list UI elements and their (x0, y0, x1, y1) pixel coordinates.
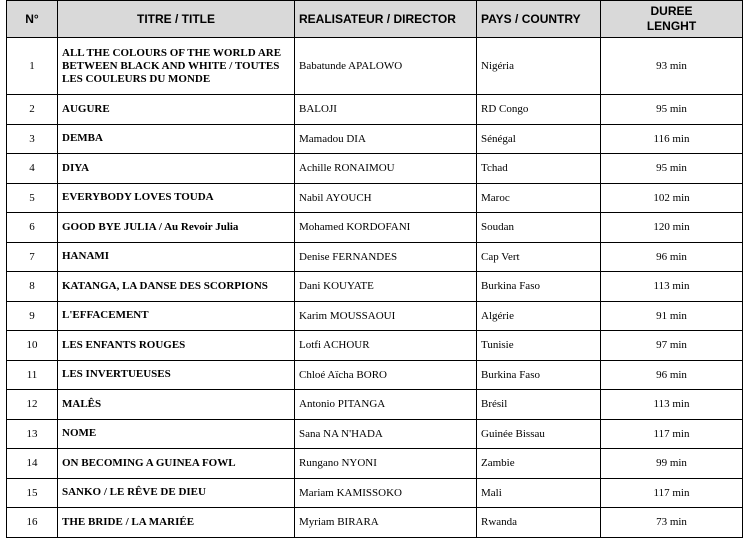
table-row (7, 213, 743, 243)
header-duration (601, 1, 743, 38)
header-duration-line2: LENGHT (646, 19, 697, 33)
row-director: Rungano NYONI (295, 449, 477, 479)
row-director: Babatunde APALOWO (295, 38, 477, 95)
row-director: Denise FERNANDES (295, 242, 477, 272)
row-director: Nabil AYOUCH (295, 183, 477, 213)
row-num: 2 (7, 95, 58, 125)
row-country: Rwanda (477, 508, 601, 538)
table-row (7, 183, 743, 213)
row-duration: 93 min (601, 38, 743, 95)
row-num: 8 (7, 272, 58, 302)
table-row (7, 38, 743, 95)
row-country: Maroc (477, 183, 601, 213)
table-body (7, 38, 743, 538)
row-title: THE BRIDE / LA MARIÉE (58, 508, 295, 538)
row-country: Zambie (477, 449, 601, 479)
table-header (7, 1, 743, 38)
row-duration: 116 min (601, 124, 743, 154)
row-num: 4 (7, 154, 58, 184)
row-duration: 95 min (601, 154, 743, 184)
header-director: REALISATEUR / DIRECTOR (295, 1, 477, 38)
row-num: 11 (7, 360, 58, 390)
row-title: HANAMI (58, 242, 295, 272)
row-duration: 102 min (601, 183, 743, 213)
row-num: 7 (7, 242, 58, 272)
row-duration: 99 min (601, 449, 743, 479)
row-num: 14 (7, 449, 58, 479)
row-director: Mamadou DIA (295, 124, 477, 154)
table-row (7, 508, 743, 538)
row-title: DIYA (58, 154, 295, 184)
row-director: Dani KOUYATE (295, 272, 477, 302)
row-num: 6 (7, 213, 58, 243)
row-director: Karim MOUSSAOUI (295, 301, 477, 331)
row-country: Tchad (477, 154, 601, 184)
table-row (7, 478, 743, 508)
row-num: 15 (7, 478, 58, 508)
row-director: Myriam BIRARA (295, 508, 477, 538)
table-row (7, 331, 743, 361)
row-country: Cap Vert (477, 242, 601, 272)
row-country: Mali (477, 478, 601, 508)
row-num: 10 (7, 331, 58, 361)
film-table (6, 0, 743, 538)
row-duration: 97 min (601, 331, 743, 361)
row-director: BALOJI (295, 95, 477, 125)
row-title: ALL THE COLOURS OF THE WORLD ARE BETWEEN BLACK AND WHITE / TOUTES LES COULEURS DU MONDE (58, 38, 295, 95)
header-duration-line1: DUREE (650, 4, 693, 18)
table-row (7, 242, 743, 272)
table-row (7, 360, 743, 390)
row-country: Burkina Faso (477, 272, 601, 302)
row-director: Mariam KAMISSOKO (295, 478, 477, 508)
row-num: 16 (7, 508, 58, 538)
row-duration: 96 min (601, 242, 743, 272)
row-title: NOME (58, 419, 295, 449)
row-num: 1 (7, 38, 58, 95)
table-row (7, 419, 743, 449)
row-title: SANKO / LE RÊVE DE DIEU (58, 478, 295, 508)
row-duration: 117 min (601, 419, 743, 449)
row-duration: 113 min (601, 390, 743, 420)
table-row (7, 154, 743, 184)
header-num: N° (7, 1, 58, 38)
row-director: Mohamed KORDOFANI (295, 213, 477, 243)
row-country: Algérie (477, 301, 601, 331)
row-director: Antonio PITANGA (295, 390, 477, 420)
row-country: Soudan (477, 213, 601, 243)
row-duration: 95 min (601, 95, 743, 125)
row-title: LES INVERTUEUSES (58, 360, 295, 390)
row-title: DEMBA (58, 124, 295, 154)
row-duration: 113 min (601, 272, 743, 302)
row-country: RD Congo (477, 95, 601, 125)
header-row (7, 1, 743, 38)
row-country: Brésil (477, 390, 601, 420)
row-duration: 73 min (601, 508, 743, 538)
header-title: TITRE / TITLE (58, 1, 295, 38)
row-num: 5 (7, 183, 58, 213)
row-num: 12 (7, 390, 58, 420)
row-title: ON BECOMING A GUINEA FOWL (58, 449, 295, 479)
row-director: Achille RONAIMOU (295, 154, 477, 184)
row-title: EVERYBODY LOVES TOUDA (58, 183, 295, 213)
table-row (7, 272, 743, 302)
row-num: 9 (7, 301, 58, 331)
row-duration: 96 min (601, 360, 743, 390)
row-title: MALÊS (58, 390, 295, 420)
row-country: Guinée Bissau (477, 419, 601, 449)
table-row (7, 124, 743, 154)
row-title: L'EFFACEMENT (58, 301, 295, 331)
table-row (7, 449, 743, 479)
row-country: Tunisie (477, 331, 601, 361)
row-director: Sana NA N'HADA (295, 419, 477, 449)
row-title: KATANGA, LA DANSE DES SCORPIONS (58, 272, 295, 302)
row-director: Lotfi ACHOUR (295, 331, 477, 361)
row-title: AUGURE (58, 95, 295, 125)
row-country: Sénégal (477, 124, 601, 154)
table-row (7, 301, 743, 331)
row-country: Burkina Faso (477, 360, 601, 390)
row-title: LES ENFANTS ROUGES (58, 331, 295, 361)
row-num: 3 (7, 124, 58, 154)
row-title: GOOD BYE JULIA / Au Revoir Julia (58, 213, 295, 243)
row-duration: 120 min (601, 213, 743, 243)
header-country: PAYS / COUNTRY (477, 1, 601, 38)
row-director: Chloé Aïcha BORO (295, 360, 477, 390)
row-duration: 91 min (601, 301, 743, 331)
row-num: 13 (7, 419, 58, 449)
table-row (7, 95, 743, 125)
row-country: Nigéria (477, 38, 601, 95)
row-duration: 117 min (601, 478, 743, 508)
table-row (7, 390, 743, 420)
